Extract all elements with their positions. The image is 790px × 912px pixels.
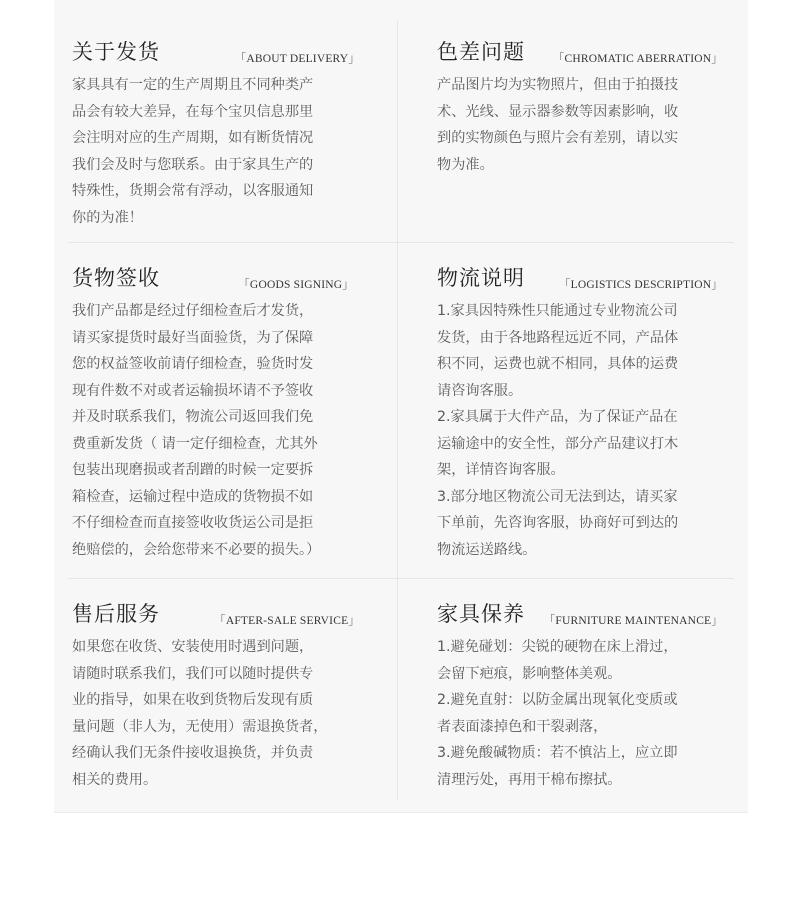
text-line: 清理污处，再用干棉布擦拭。 [437,771,622,788]
section-title: 家具保养 [437,602,525,626]
section-header [437,36,723,66]
section-header [72,598,360,628]
text-line: 家具具有一定的生产周期且不同种类产 [72,77,314,93]
text-line: 术、光线、显示器参数等因素影响，收 [437,103,679,120]
section-title: 物流说明 [437,266,525,290]
text-line: 箱检查，运输过程中造成的货物损不如 [72,488,314,505]
text-line: 我们会及时与您联系。由于家具生产的 [72,156,314,173]
column-divider [397,20,398,800]
section-header [437,262,723,292]
section-subtitle: 「CHROMATIC ABERRATION」 [552,53,723,65]
text-line: 如果您在收货、安装使用时遇到问题， [72,639,314,655]
text-line: 绝赔偿的，会给您带来不必要的损失。） [72,541,321,558]
section-subtitle: 「LOGISTICS DESCRIPTION」 [558,279,723,291]
text-line: 3.避免酸碱物质：若不慎沾上，应立即 [437,745,678,761]
section-goods-signing [72,262,360,563]
section-title: 关于发货 [72,40,160,64]
section-title: 售后服务 [72,602,160,626]
section-header [72,262,360,292]
text-line: 请咨询客服。 [437,382,523,399]
section-body [72,72,360,231]
section-header [437,598,723,628]
text-line: 会留下疤痕，影响整体美观。 [437,665,622,682]
section-chromatic-aberration [437,36,723,178]
text-line: 你的为准！ [72,209,143,226]
section-furniture-maintenance [437,598,723,793]
row-divider-1 [68,242,734,243]
text-line: 下单前，先咨询客服，协商好可到达的 [437,515,679,531]
section-body [437,634,723,793]
text-line: 会注明对应的生产周期，如有断货情况 [72,130,314,146]
text-line: 者表面漆掉色和干裂剥落， [437,718,608,735]
text-line: 运输途中的安全性，部分产品建议打木 [437,435,679,452]
text-line: 您的权益签收前请仔细检查，验货时发 [72,356,314,372]
section-body [72,298,360,563]
text-line: 品会有较大差异，在每个宝贝信息那里 [72,103,314,120]
text-line: 现有件数不对或者运输损坏请不予签收 [72,382,314,399]
text-line: 我们产品都是经过仔细检查后才发货， [72,303,314,319]
text-line: 3.部分地区物流公司无法到达，请买家 [437,488,678,505]
text-line: 并及时联系我们，物流公司返回我们免 [72,409,314,425]
section-title: 色差问题 [437,40,525,64]
section-logistics [437,262,723,563]
section-body [72,634,360,793]
text-line: 经确认我们无条件接收退换货，并负责 [72,745,314,761]
section-delivery [72,36,360,231]
section-subtitle: 「GOODS SIGNING」 [238,279,354,291]
text-line: 包装出现磨损或者刮蹭的时候一定要拆 [72,462,314,478]
section-after-sale [72,598,360,793]
text-line: 物流运送路线。 [437,541,537,558]
text-line: 请随时联系我们，我们可以随时提供专 [72,665,314,682]
text-line: 量问题（非人为，无使用）需退换货者， [72,718,328,735]
text-line: 1.家具因特殊性只能通过专业物流公司 [437,303,678,319]
text-line: 2.家具属于大件产品，为了保证产品在 [437,409,678,425]
text-line: 架，详情咨询客服。 [437,462,565,478]
section-subtitle: 「ABOUT DELIVERY」 [234,53,360,65]
text-line: 费重新发货（ 请一定仔细检查，尤其外 [72,435,318,452]
section-body [437,72,723,178]
text-line: 相关的费用。 [72,771,158,788]
text-line: 到的实物颜色与照片会有差别，请以实 [437,130,679,146]
section-title: 货物签收 [72,266,160,290]
text-line: 2.避免直射：以防金属出现氧化变质或 [437,692,678,708]
text-line: 积不同，运费也就不相同，具体的运费 [437,356,679,372]
row-divider-2 [68,578,734,579]
text-line: 发货，由于各地路程远近不同，产品体 [437,329,679,346]
text-line: 产品图片均为实物照片，但由于拍摄技 [437,77,679,93]
text-line: 物为准。 [437,156,494,173]
section-body [437,298,723,563]
text-line: 业的指导，如果在收到货物后发现有质 [72,692,314,708]
section-subtitle: 「FURNITURE MAINTENANCE」 [543,615,723,627]
text-line: 请买家提货时最好当面验货，为了保障 [72,329,314,346]
text-line: 不仔细检查而直接签收收货运公司是拒 [72,515,314,531]
text-line: 1.避免碰划：尖锐的硬物在床上滑过， [437,639,678,655]
section-subtitle: 「AFTER-SALE SERVICE」 [214,615,360,627]
section-header [72,36,360,66]
text-line: 特殊性，货期会常有浮动，以客服通知 [72,183,314,199]
